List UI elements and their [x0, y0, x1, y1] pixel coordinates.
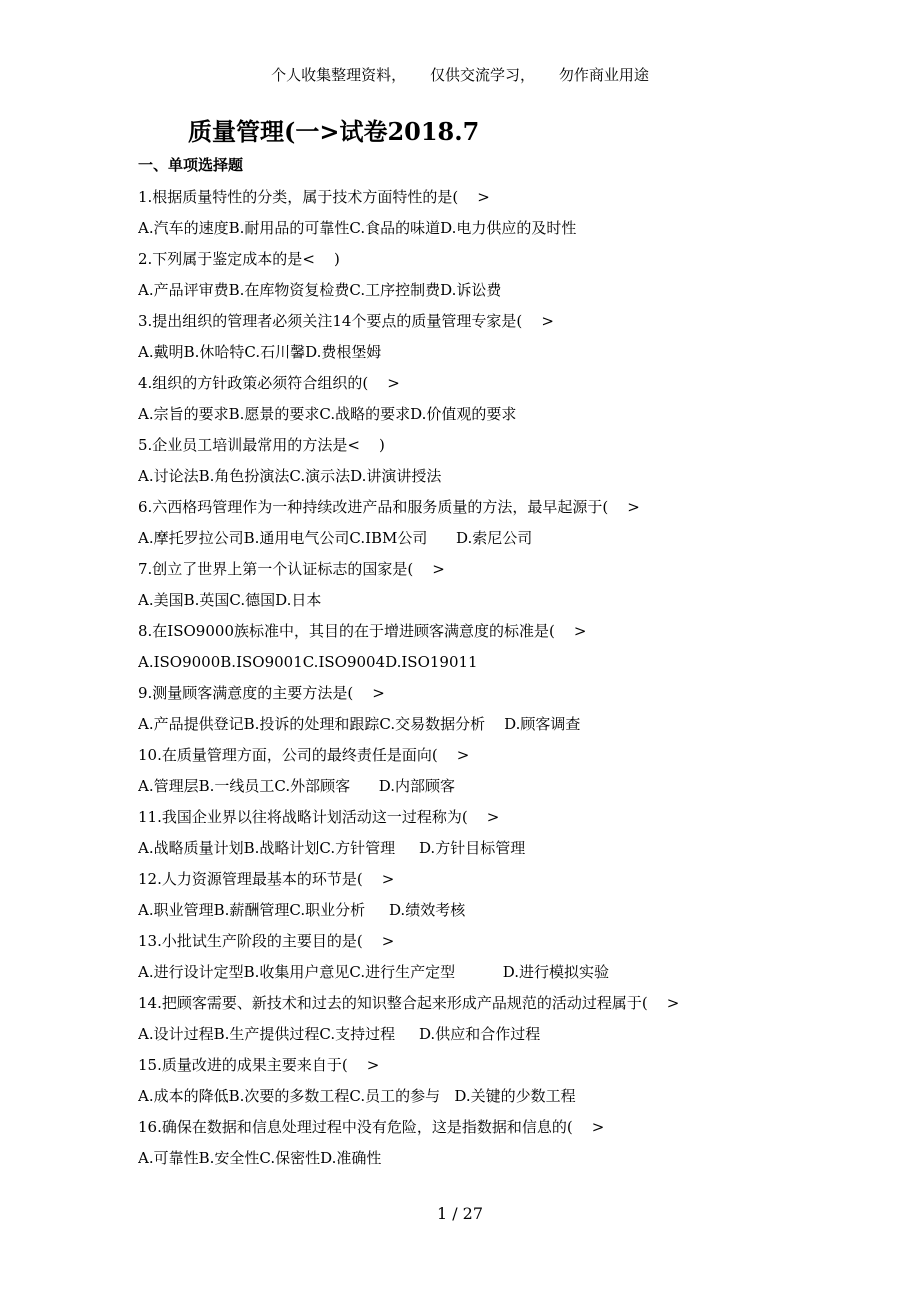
question-4: 4.组织的方针政策必须符合组织的( >	[138, 374, 400, 392]
section-heading: 一、单项选择题	[138, 156, 244, 174]
page-header: 个人收集整理资料， 仅供交流学习， 勿作商业用途	[271, 66, 649, 84]
options-10: A.管理层B.一线员工C.外部顾客 D.内部顾客	[138, 777, 455, 795]
options-13: A.进行设计定型B.收集用户意见C.进行生产定型 D.进行模拟实验	[138, 963, 610, 981]
options-1: A.汽车的速度B.耐用品的可靠性C.食品的味道D.电力供应的及时性	[138, 219, 577, 237]
question-16: 16.确保在数据和信息处理过程中没有危险，这是指数据和信息的( >	[138, 1118, 605, 1136]
options-14: A.设计过程B.生产提供过程C.支持过程 D.供应和合作过程	[138, 1025, 541, 1043]
question-5: 5.企业员工培训最常用的方法是< )	[138, 436, 385, 454]
question-7: 7.创立了世界上第一个认证标志的国家是( >	[138, 560, 445, 578]
question-1: 1.根据质量特性的分类，属于技术方面特性的是( >	[138, 188, 490, 206]
question-12: 12.人力资源管理最基本的环节是( >	[138, 870, 395, 888]
options-2: A.产品评审费B.在库物资复检费C.工序控制费D.诉讼费	[138, 281, 502, 299]
options-5: A.讨论法B.角色扮演法C.演示法D.讲演讲授法	[138, 467, 442, 485]
options-3: A.戴明B.休哈特C.石川馨D.费根堡姆	[138, 343, 382, 361]
options-12: A.职业管理B.薪酬管理C.职业分析 D.绩效考核	[138, 901, 466, 919]
question-6: 6.六西格玛管理作为一种持续改进产品和服务质量的方法，最早起源于( >	[138, 498, 640, 516]
question-2: 2.下列属于鉴定成本的是< )	[138, 250, 340, 268]
options-4: A.宗旨的要求B.愿景的要求C.战略的要求D.价值观的要求	[138, 405, 517, 423]
document-title: 质量管理(一>试卷2018.7	[188, 117, 480, 146]
options-7: A.美国B.英国C.德国D.日本	[138, 591, 322, 609]
question-15: 15.质量改进的成果主要来自于( >	[138, 1056, 380, 1074]
options-16: A.可靠性B.安全性C.保密性D.准确性	[138, 1149, 382, 1167]
question-9: 9.测量顾客满意度的主要方法是( >	[138, 684, 385, 702]
options-11: A.战略质量计划B.战略计划C.方针管理 D.方针目标管理	[138, 839, 526, 857]
question-13: 13.小批试生产阶段的主要目的是( >	[138, 932, 395, 950]
options-8: A.ISO9000B.ISO9001C.ISO9004D.ISO19011	[138, 653, 478, 671]
options-9: A.产品提供登记B.投诉的处理和跟踪C.交易数据分析 D.顾客调查	[138, 715, 581, 733]
options-6: A.摩托罗拉公司B.通用电气公司C.IBM公司 D.索尼公司	[138, 529, 533, 547]
question-list	[138, 183, 838, 1175]
question-14: 14.把顾客需要、新技术和过去的知识整合起来形成产品规范的活动过程属于( >	[138, 994, 680, 1012]
question-10: 10.在质量管理方面，公司的最终责任是面向( >	[138, 746, 470, 764]
question-3: 3.提出组织的管理者必须关注14个要点的质量管理专家是( >	[138, 312, 554, 330]
page-number: 1 / 27	[436, 1204, 484, 1223]
question-11: 11.我国企业界以往将战略计划活动这一过程称为( >	[138, 808, 500, 826]
options-15: A.成本的降低B.次要的多数工程C.员工的参与 D.关键的少数工程	[138, 1087, 576, 1105]
question-8: 8.在ISO9000族标准中，其目的在于增进顾客满意度的标准是( >	[138, 622, 587, 640]
